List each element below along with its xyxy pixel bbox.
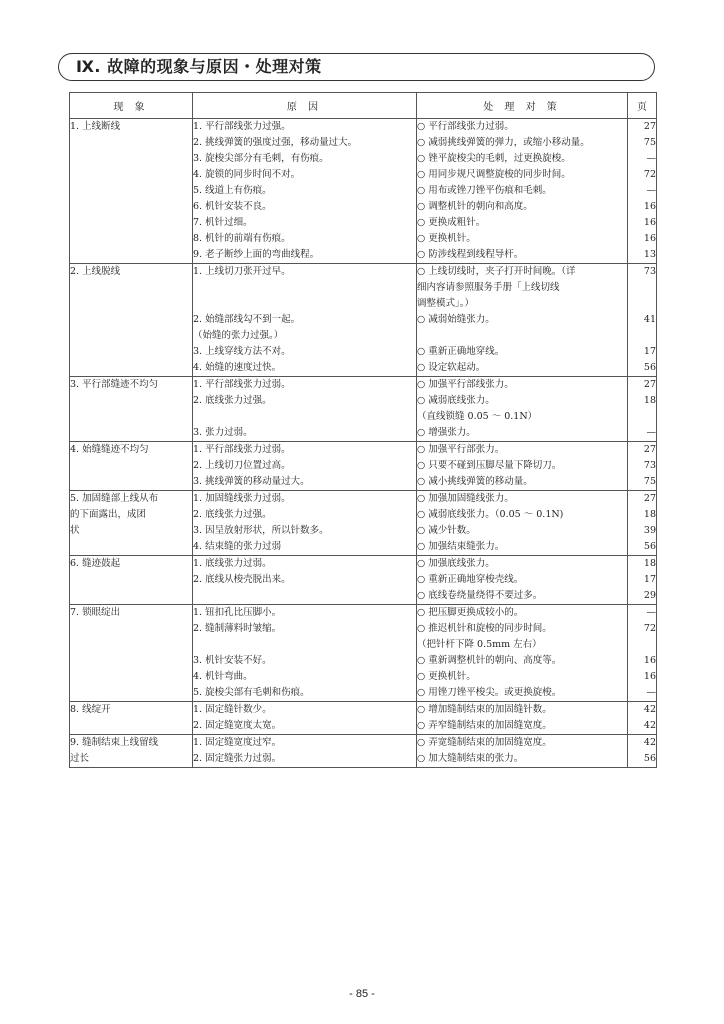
page-ref: 16 bbox=[643, 201, 656, 212]
page-ref: 27 bbox=[643, 444, 656, 455]
cause-cell bbox=[193, 605, 417, 702]
remedy-line: ○ 加大缝制结束的张力。 bbox=[417, 753, 524, 764]
cause-line: 4. 结束缝的张力过弱 bbox=[193, 541, 282, 552]
remedy-line: ○ 加强平行部张力。 bbox=[417, 444, 505, 455]
page-ref: — bbox=[646, 185, 656, 196]
symptom-cell bbox=[70, 442, 193, 491]
remedy-line: ○ 用锉刀锉平梭尖。或更换旋梭。 bbox=[417, 687, 562, 698]
cause-line: 1. 平行部线张力过弱。 bbox=[193, 444, 291, 455]
symptom-cell bbox=[70, 491, 193, 556]
page-ref: 16 bbox=[643, 655, 656, 666]
cause-line bbox=[193, 409, 416, 425]
symptom-cell bbox=[70, 556, 193, 605]
symptom-text: 7. 锁眼绽出 bbox=[70, 607, 121, 618]
table-row bbox=[70, 442, 657, 491]
page-cell bbox=[628, 491, 657, 556]
symptom-cell bbox=[70, 264, 193, 377]
remedy-line: ○ 弄窄缝制结束的加固缝宽度。 bbox=[417, 720, 552, 731]
page-ref: 27 bbox=[643, 379, 656, 390]
remedy-line: ○ 减小挑线弹簧的移动量。 bbox=[417, 476, 533, 487]
cause-line: 3. 机针安装不好。 bbox=[193, 655, 272, 666]
remedy-line: 细内容请参照服务手册「上线切线 bbox=[417, 282, 560, 293]
symptom-cell bbox=[70, 735, 193, 768]
page-ref: — bbox=[646, 607, 656, 618]
header-cause: 原 因 bbox=[193, 93, 417, 119]
remedy-line: ○ 加强加固缝线张力。 bbox=[417, 493, 514, 504]
page-ref: 16 bbox=[643, 233, 656, 244]
table-row bbox=[70, 702, 657, 735]
page-ref: 27 bbox=[643, 493, 656, 504]
remedy-line: ○ 底线卷绕量绕得不要过多。 bbox=[417, 590, 543, 601]
remedy-line: ○ 设定软起动。 bbox=[417, 362, 486, 373]
cause-line: 1. 固定缝针数少。 bbox=[193, 704, 272, 715]
page-cell bbox=[628, 377, 657, 442]
page-ref: 73 bbox=[643, 266, 656, 277]
page-ref: 18 bbox=[643, 509, 656, 520]
table-header-row bbox=[70, 93, 657, 119]
page-ref: 73 bbox=[643, 460, 656, 471]
cause-line: 3. 因呈放射形状，所以针数多。 bbox=[193, 525, 329, 536]
remedy-line bbox=[417, 328, 627, 344]
remedy-cell bbox=[417, 119, 628, 264]
cause-line: 9. 老子断纱上面的弯曲线程。 bbox=[193, 249, 320, 260]
remedy-line: ○ 增强张力。 bbox=[417, 427, 476, 438]
symptom-text: 8. 线绽开 bbox=[70, 704, 111, 715]
cause-line: 7. 机针过细。 bbox=[193, 217, 253, 228]
remedy-line: ○ 用同步规尺调整旋梭的同步时间。 bbox=[417, 169, 571, 180]
cause-line: 2. 固定缝张力过弱。 bbox=[193, 753, 282, 764]
table-row bbox=[70, 491, 657, 556]
page-ref: — bbox=[646, 153, 656, 164]
cause-line: 2. 缝制薄料时皱缩。 bbox=[193, 623, 282, 634]
remedy-line: ○ 上线切线时，夹子打开时间晚。（详 bbox=[417, 266, 576, 277]
cause-line: 1. 底线张力过弱。 bbox=[193, 558, 272, 569]
cause-cell bbox=[193, 556, 417, 605]
cause-line: 1. 加固缝线张力过弱。 bbox=[193, 493, 291, 504]
remedy-line: ○ 重新正确地穿线。 bbox=[417, 346, 505, 357]
cause-cell bbox=[193, 264, 417, 377]
table-row bbox=[70, 556, 657, 605]
header-page: 页 bbox=[628, 93, 657, 119]
symptom-cell bbox=[70, 119, 193, 264]
symptom-cell bbox=[70, 605, 193, 702]
page-ref: — bbox=[646, 687, 656, 698]
page-ref: 17 bbox=[643, 346, 656, 357]
cause-line: 2. 挑线弹簧的强度过强，移动量过大。 bbox=[193, 137, 358, 148]
remedy-line: ○ 只要不碰到压脚尽量下降切刀。 bbox=[417, 460, 562, 471]
page-ref: 72 bbox=[643, 169, 656, 180]
cause-line: 1. 钮扣孔比压脚小。 bbox=[193, 607, 282, 618]
symptom-cell bbox=[70, 377, 193, 442]
page-ref bbox=[628, 409, 656, 425]
symptom-cell bbox=[70, 702, 193, 735]
symptom-text: 状 bbox=[70, 525, 80, 536]
table-row bbox=[70, 264, 657, 377]
page-cell bbox=[628, 264, 657, 377]
cause-line: 3. 挑线弹簧的移动量过大。 bbox=[193, 476, 310, 487]
cause-cell bbox=[193, 491, 417, 556]
page-ref: 39 bbox=[643, 525, 656, 536]
remedy-line: ○ 调整机针的朝向和高度。 bbox=[417, 201, 533, 212]
cause-line: 5. 旋梭尖部有毛刺和伤痕。 bbox=[193, 687, 310, 698]
page-cell bbox=[628, 442, 657, 491]
symptom-text: 6. 缝迹鼓起 bbox=[70, 558, 121, 569]
cause-line: 4. 始缝的速度过快。 bbox=[193, 362, 282, 373]
remedy-line: ○ 用布或锉刀锉平伤痕和毛刺。 bbox=[417, 185, 552, 196]
page-cell bbox=[628, 735, 657, 768]
remedy-line: ○ 锉平旋梭尖的毛刺，过更换旋梭。 bbox=[417, 153, 571, 164]
page-ref: 41 bbox=[643, 314, 656, 325]
remedy-line: ○ 防涉线程到线程导杆。 bbox=[417, 249, 524, 260]
table-row bbox=[70, 735, 657, 768]
cause-line: 2. 始缝部线勾不到一起。 bbox=[193, 314, 301, 325]
remedy-line: ○ 减弱挑线弹簧的弹力，或缩小移动量。 bbox=[417, 137, 590, 148]
remedy-line: ○ 加强平行部线张力。 bbox=[417, 379, 514, 390]
troubleshooting-table bbox=[69, 92, 657, 768]
page-ref bbox=[628, 296, 656, 312]
cause-line: 4. 旋锁的同步时间不对。 bbox=[193, 169, 301, 180]
page-ref: 16 bbox=[643, 217, 656, 228]
remedy-line: ○ 减弱底线张力。（0.05 ～ 0.1N) bbox=[417, 509, 564, 520]
remedy-cell bbox=[417, 491, 628, 556]
cause-line: 8. 机针的前端有伤痕。 bbox=[193, 233, 291, 244]
symptom-text: 5. 加固缝部上线从布 bbox=[70, 493, 159, 504]
remedy-line: ○ 减弱始缝张力。 bbox=[417, 314, 495, 325]
cause-line: 2. 底线张力过强。 bbox=[193, 509, 272, 520]
page-ref: 29 bbox=[643, 590, 656, 601]
page-ref: 56 bbox=[643, 753, 656, 764]
page-ref bbox=[628, 637, 656, 653]
cause-cell bbox=[193, 119, 417, 264]
table-row bbox=[70, 377, 657, 442]
page-number: - 85 - bbox=[349, 988, 375, 1000]
page-cell bbox=[628, 556, 657, 605]
remedy-line: ○ 重新正确地穿梭壳线。 bbox=[417, 574, 524, 585]
remedy-line: ○ 更换成粗针。 bbox=[417, 217, 486, 228]
cause-line bbox=[193, 296, 416, 312]
cause-line: 3. 旋梭尖部分有毛刺，有伤痕。 bbox=[193, 153, 329, 164]
remedy-line: ○ 更换机针。 bbox=[417, 671, 476, 682]
cause-line bbox=[193, 637, 416, 653]
cause-line: 4. 机针弯曲。 bbox=[193, 671, 253, 682]
symptom-text: 3. 平行部缝迹不均匀 bbox=[70, 379, 159, 390]
page-ref bbox=[628, 280, 656, 296]
page-cell bbox=[628, 119, 657, 264]
section-title: Ⅸ. 故障的现象与原因・处理对策 bbox=[76, 57, 322, 76]
symptom-text: 1. 上线断线 bbox=[70, 121, 121, 132]
page-ref: 42 bbox=[643, 720, 656, 731]
cause-line: 1. 上线切刀张开过早。 bbox=[193, 266, 291, 277]
remedy-line: ○ 加强底线张力。 bbox=[417, 558, 495, 569]
header-symptom: 现 象 bbox=[70, 93, 193, 119]
remedy-line: （直线锁缝 0.05 ～ 0.1N） bbox=[417, 411, 538, 422]
page-cell bbox=[628, 605, 657, 702]
page-ref: 75 bbox=[643, 476, 656, 487]
cause-line bbox=[193, 280, 416, 296]
cause-line: 5. 线道上有伤痕。 bbox=[193, 185, 272, 196]
cause-cell bbox=[193, 377, 417, 442]
symptom-text: 2. 上线脱线 bbox=[70, 266, 121, 277]
cause-line: 2. 底线张力过强。 bbox=[193, 395, 272, 406]
remedy-cell bbox=[417, 442, 628, 491]
table-row bbox=[70, 119, 657, 264]
cause-line: 3. 上线穿线方法不对。 bbox=[193, 346, 291, 357]
cause-cell bbox=[193, 735, 417, 768]
table-row bbox=[70, 605, 657, 702]
page-ref: 42 bbox=[643, 704, 656, 715]
page-ref: 13 bbox=[643, 249, 656, 260]
page-ref: 18 bbox=[643, 395, 656, 406]
cause-line: 1. 平行部线张力过强。 bbox=[193, 121, 291, 132]
cause-line: 1. 平行部线张力过弱。 bbox=[193, 379, 291, 390]
remedy-line: ○ 加强结束缝张力。 bbox=[417, 541, 505, 552]
remedy-cell bbox=[417, 377, 628, 442]
remedy-cell bbox=[417, 605, 628, 702]
remedy-line: ○ 更换机针。 bbox=[417, 233, 476, 244]
page-ref: 75 bbox=[643, 137, 656, 148]
remedy-cell bbox=[417, 735, 628, 768]
remedy-line: ○ 把压脚更换成较小的。 bbox=[417, 607, 524, 618]
page-ref: 56 bbox=[643, 541, 656, 552]
page-ref: 16 bbox=[643, 671, 656, 682]
cause-line: 3. 张力过弱。 bbox=[193, 427, 253, 438]
page-cell bbox=[628, 702, 657, 735]
remedy-line: ○ 减弱底线张力。 bbox=[417, 395, 495, 406]
remedy-line: 调整模式」。） bbox=[417, 298, 475, 309]
page-ref bbox=[628, 328, 656, 344]
header-remedy: 处 理 对 策 bbox=[417, 93, 628, 119]
remedy-cell bbox=[417, 556, 628, 605]
page-ref: 27 bbox=[643, 121, 656, 132]
remedy-line: ○ 增加缝制结束的加固缝针数。 bbox=[417, 704, 552, 715]
remedy-line: ○ 平行部线张力过弱。 bbox=[417, 121, 514, 132]
symptom-text: 9. 缝制结束上线留线 bbox=[70, 737, 159, 748]
symptom-text: 的下面露出，成团 bbox=[70, 509, 147, 520]
page-ref: 18 bbox=[643, 558, 656, 569]
remedy-line: ○ 重新调整机针的朝向、高度等。 bbox=[417, 655, 562, 666]
cause-cell bbox=[193, 442, 417, 491]
remedy-cell bbox=[417, 702, 628, 735]
remedy-line: ○ 推迟机针和旋梭的同步时间。 bbox=[417, 623, 552, 634]
remedy-line: ○ 弄宽缝制结束的加固缝宽度。 bbox=[417, 737, 552, 748]
remedy-line: （把针杆下降 0.5mm 左右） bbox=[417, 639, 542, 650]
symptom-text: 过长 bbox=[70, 753, 90, 764]
cause-line: 2. 上线切刀位置过高。 bbox=[193, 460, 291, 471]
remedy-cell bbox=[417, 264, 628, 377]
cause-line: 2. 固定缝宽度太宽。 bbox=[193, 720, 282, 731]
page-ref: 42 bbox=[643, 737, 656, 748]
page-ref: 72 bbox=[643, 623, 656, 634]
cause-line: （始缝的张力过强。） bbox=[193, 330, 284, 341]
page-ref: — bbox=[646, 427, 656, 438]
page-ref: 17 bbox=[643, 574, 656, 585]
cause-cell bbox=[193, 702, 417, 735]
cause-line: 6. 机针安装不良。 bbox=[193, 201, 272, 212]
symptom-text: 4. 始缝缝迹不均匀 bbox=[70, 444, 149, 455]
page-ref: 56 bbox=[643, 362, 656, 373]
cause-line: 1. 固定缝宽度过窄。 bbox=[193, 737, 282, 748]
remedy-line: ○ 减少针数。 bbox=[417, 525, 476, 536]
cause-line: 2. 底线从梭壳脱出来。 bbox=[193, 574, 291, 585]
